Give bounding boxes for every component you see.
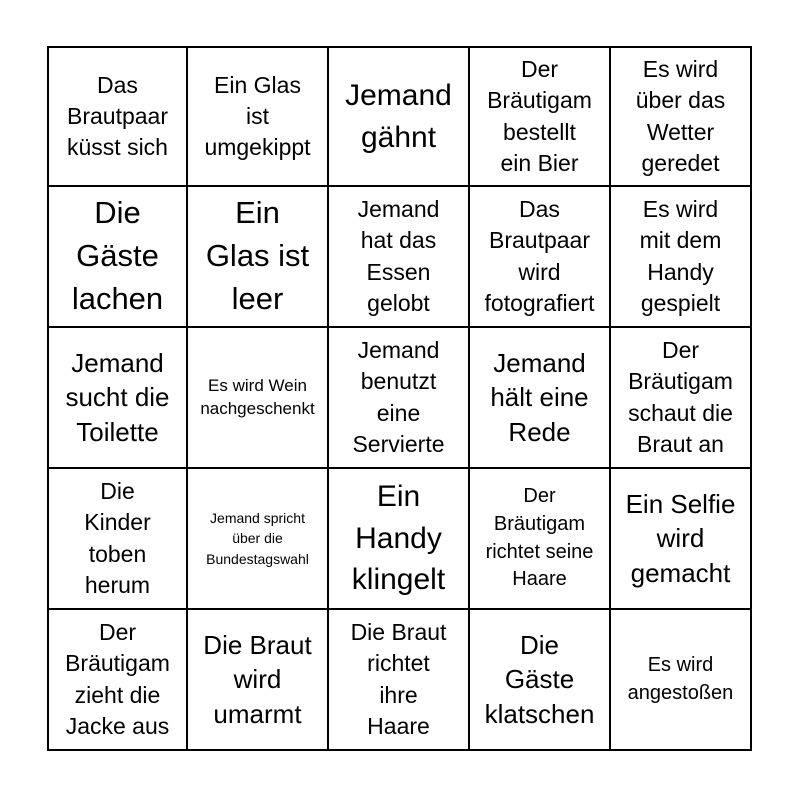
bingo-cell-text: Der Bräutigam richtet seine Haare [485, 485, 594, 591]
bingo-cell-text: Jemand hat das Essen gelobt [357, 195, 440, 316]
bingo-cell-text: Jemand spricht über die Bundestagswahl [206, 510, 309, 567]
bingo-cell-text: Ein Selfie wird gemacht [625, 489, 736, 588]
bingo-cell-1-3[interactable] [329, 46, 470, 187]
bingo-cell-5-3[interactable] [329, 610, 470, 751]
bingo-cell-text: Ein Glas ist umgekippt [204, 71, 311, 161]
bingo-cell-text: Es wird über das Wetter geredet [635, 55, 726, 176]
bingo-cell-2-2[interactable] [188, 187, 329, 328]
bingo-cell-text: Jemand benutzt eine Servierte [352, 336, 445, 457]
bingo-cell-text: Jemand sucht die Toilette [65, 348, 170, 447]
bingo-cell-2-3[interactable] [329, 187, 470, 328]
bingo-cell-4-5[interactable] [611, 469, 752, 610]
bingo-cell-2-4[interactable] [470, 187, 611, 328]
bingo-board [47, 46, 753, 752]
bingo-cell-text: Die Braut richtet ihre Haare [350, 618, 447, 739]
bingo-cell-4-2[interactable] [188, 469, 329, 610]
bingo-cell-3-1[interactable] [47, 328, 188, 469]
bingo-cell-text: Jemand gähnt [345, 79, 452, 154]
bingo-cell-5-5[interactable] [611, 610, 752, 751]
bingo-cell-text: Die Gäste lachen [71, 195, 164, 316]
bingo-cell-1-2[interactable] [188, 46, 329, 187]
bingo-cell-2-5[interactable] [611, 187, 752, 328]
bingo-cell-4-1[interactable] [47, 469, 188, 610]
bingo-cell-text: Die Gäste klatschen [484, 630, 595, 729]
bingo-cell-3-4[interactable] [470, 328, 611, 469]
bingo-cell-3-5[interactable] [611, 328, 752, 469]
bingo-cell-text: Jemand hält eine Rede [490, 348, 589, 447]
bingo-cell-text: Es wird mit dem Handy gespielt [639, 195, 722, 316]
bingo-cell-text: Der Bräutigam bestellt ein Bier [487, 55, 592, 176]
bingo-cell-5-1[interactable] [47, 610, 188, 751]
bingo-cell-text: Ein Handy klingelt [351, 480, 446, 597]
bingo-cell-3-3[interactable] [329, 328, 470, 469]
bingo-cell-text: Der Bräutigam schaut die Braut an [628, 336, 733, 457]
bingo-cell-4-4[interactable] [470, 469, 611, 610]
bingo-cell-text: Es wird Wein nachgeschenkt [200, 375, 315, 418]
bingo-cell-2-1[interactable] [47, 187, 188, 328]
bingo-cell-text: Die Braut wird umarmt [203, 630, 312, 729]
bingo-cell-1-1[interactable] [47, 46, 188, 187]
bingo-cell-text: Der Bräutigam zieht die Jacke aus [65, 618, 170, 739]
bingo-cell-3-2[interactable] [188, 328, 329, 469]
bingo-cell-1-5[interactable] [611, 46, 752, 187]
bingo-cell-5-4[interactable] [470, 610, 611, 751]
bingo-cell-text: Die Kinder toben herum [84, 477, 151, 598]
bingo-cell-1-4[interactable] [470, 46, 611, 187]
bingo-cell-text: Es wird angestoßen [627, 653, 734, 704]
bingo-cell-5-2[interactable] [188, 610, 329, 751]
bingo-cell-text: Das Brautpaar küsst sich [66, 71, 168, 161]
bingo-cell-4-3[interactable] [329, 469, 470, 610]
bingo-cell-text: Ein Glas ist leer [205, 195, 310, 316]
bingo-cell-text: Das Brautpaar wird fotografiert [484, 195, 595, 316]
